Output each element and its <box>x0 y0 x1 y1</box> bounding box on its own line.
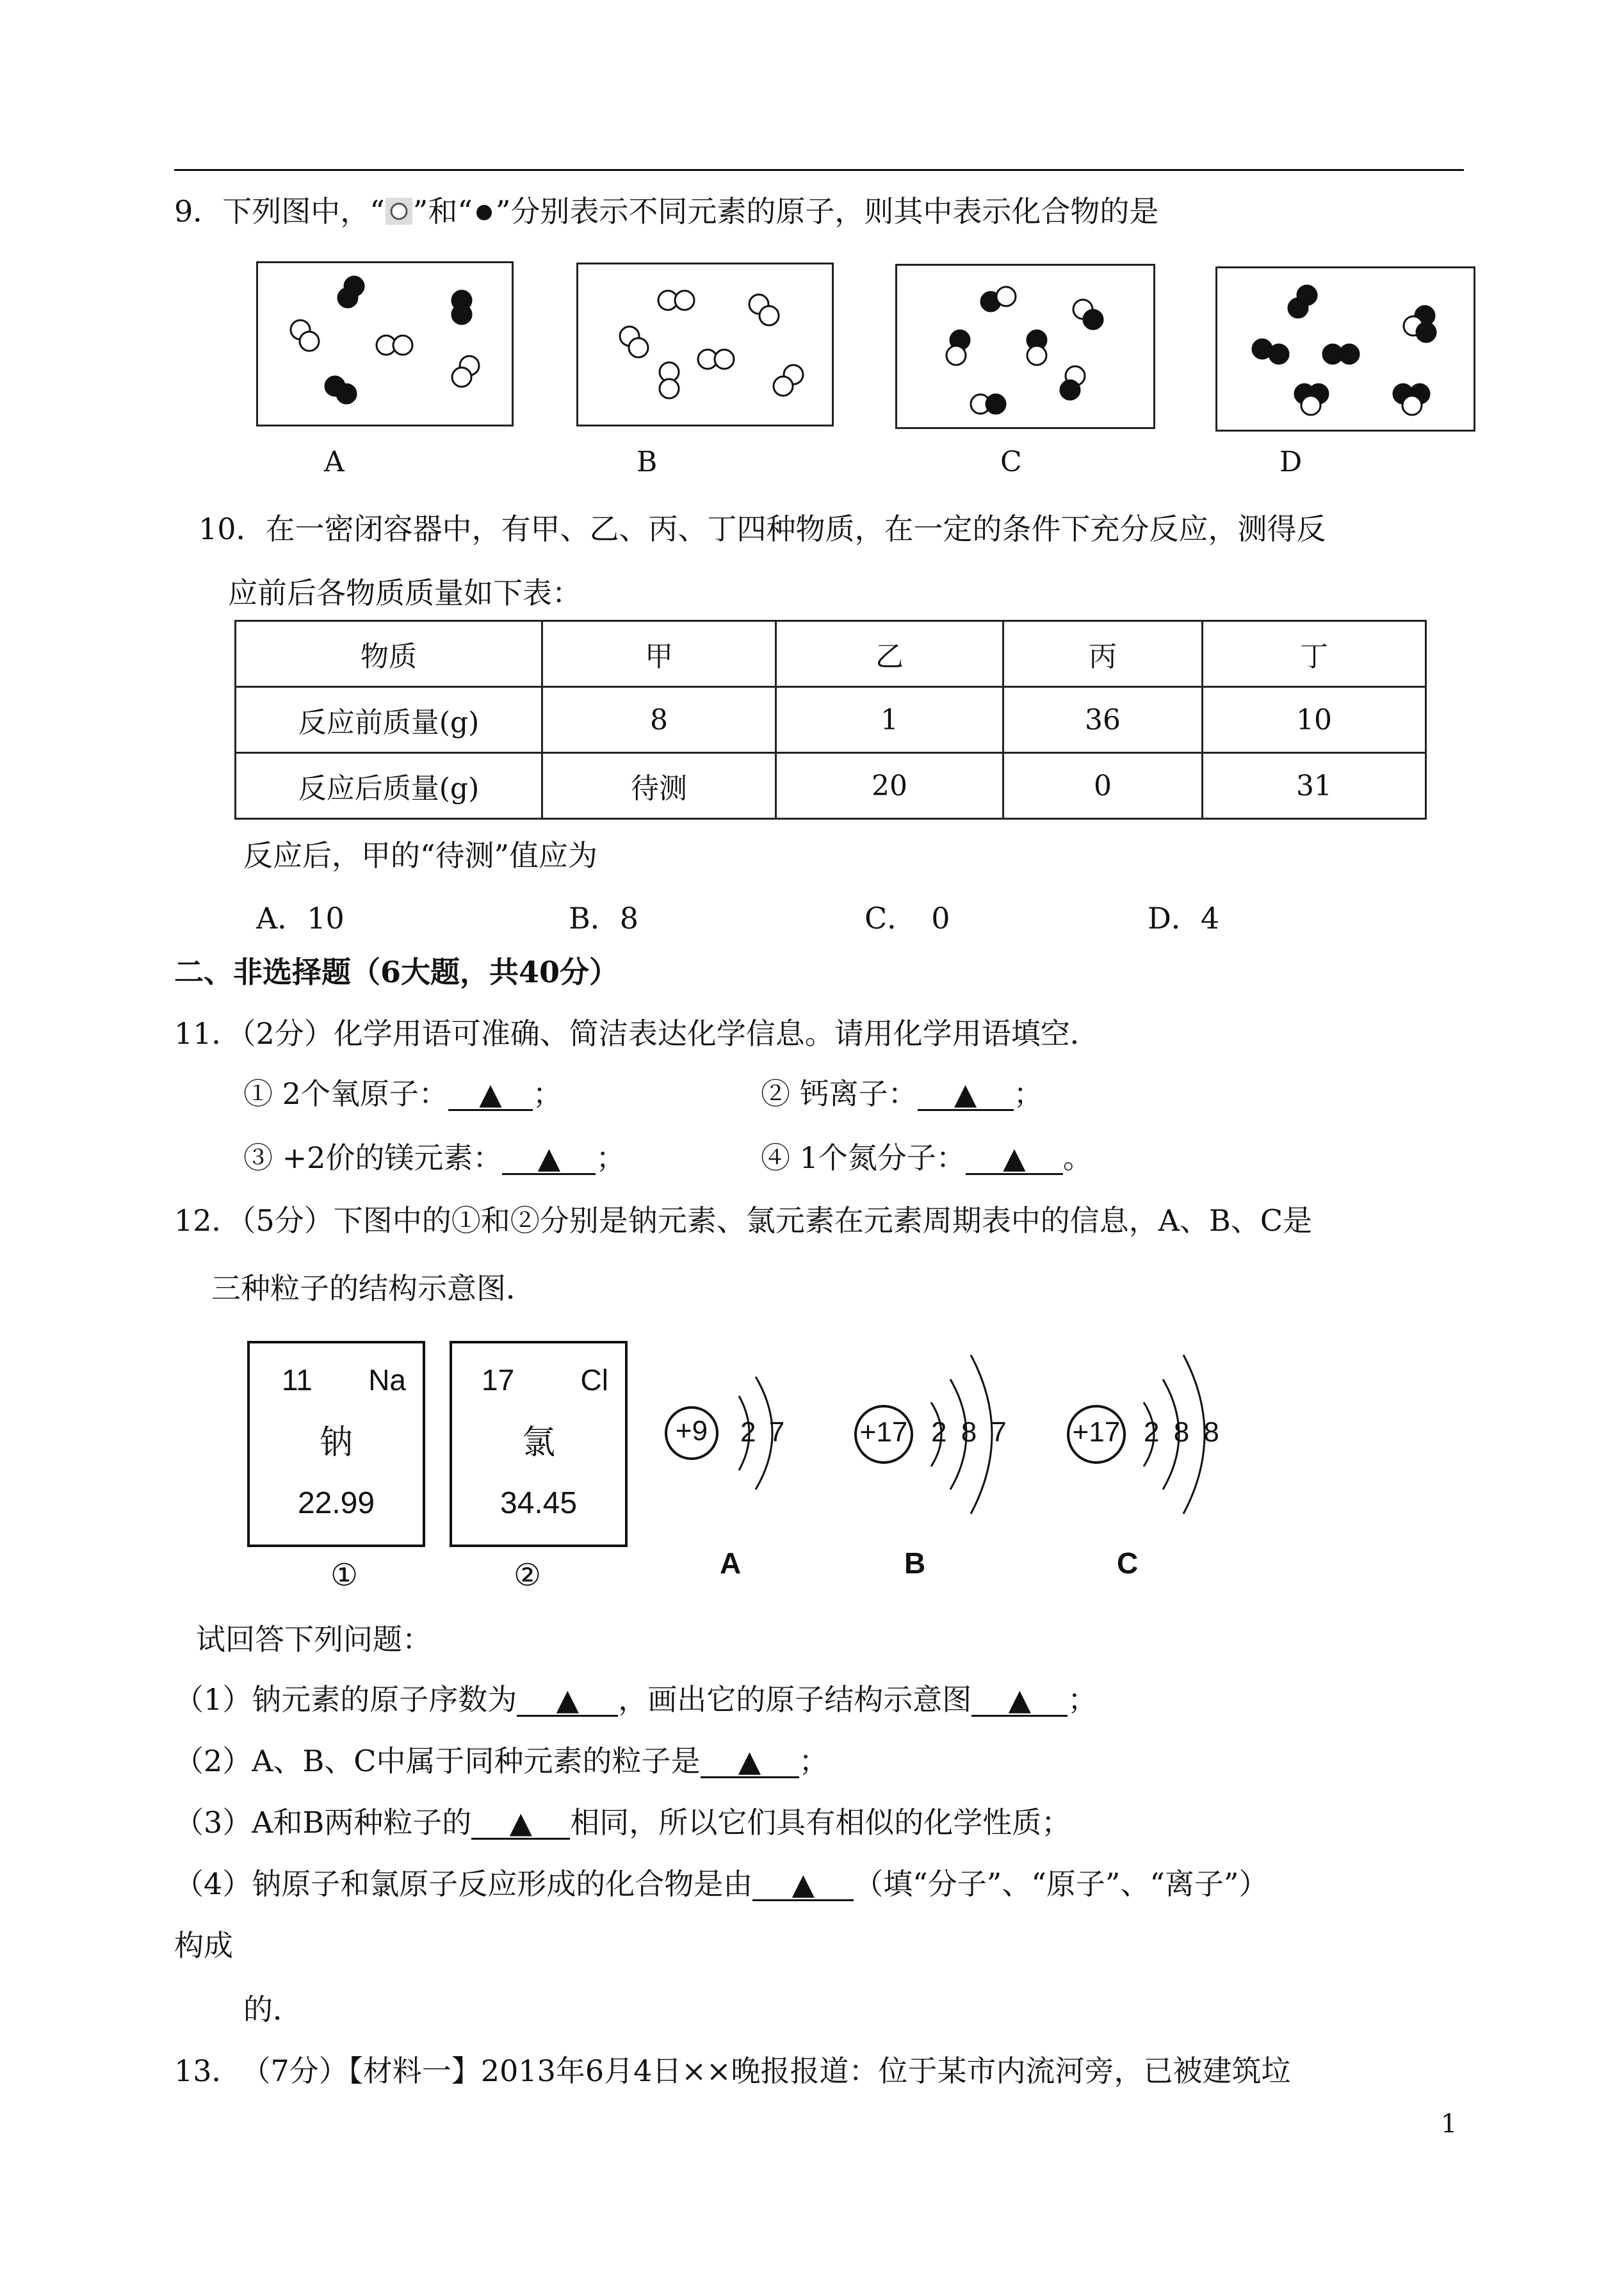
answer-blank[interactable]: ▲ <box>448 1075 533 1111</box>
q12-prompt: 试回答下列问题： <box>196 1622 432 1657</box>
q9-option-c-diagram <box>895 264 1155 429</box>
particle-c-nucleus: +17 <box>1072 1416 1121 1448</box>
header-rule <box>174 169 1464 171</box>
q9-option-b-label: B <box>637 446 658 478</box>
particle-c-label: C <box>1117 1546 1139 1580</box>
q11-item-3: ③ +2价的镁元素： ▲ ； <box>243 1139 625 1177</box>
q9-option-d-diagram <box>1215 266 1475 432</box>
q10-choice-c: C． 0 <box>865 901 950 936</box>
q9-option-d-label: D <box>1279 446 1303 478</box>
black-atom-legend-icon <box>473 201 496 224</box>
answer-blank[interactable]: ▲ <box>752 1865 854 1901</box>
q12-sub4-end: 的． <box>243 1992 302 2027</box>
q13-stem: 13． （7分）【材料一】2013年6月4日××晚报报道：位于某市内流河旁，已被建筑垃 <box>174 2054 1291 2088</box>
card-label-2: ② <box>514 1559 542 1593</box>
q10-choice-d: D．4 <box>1148 901 1220 936</box>
q12-sub1: （1）钠元素的原子序数为 ▲ ，画出它的原子结构示意图 ▲ ； <box>174 1680 1097 1719</box>
q12-stem-line1: 12．（5分）下图中的①和②分别是钠元素、氯元素在元素周期表中的信息，A、B、C是 <box>174 1203 1313 1238</box>
q9-option-a-diagram <box>256 261 514 426</box>
q10-stem-line1: 10．在一密闭容器中，有甲、乙、丙、丁四种物质，在一定的条件下充分反应，测得反 <box>199 512 1326 546</box>
q12-sub3: （3）A和B两种粒子的 ▲ 相同，所以它们具有相似的化学性质； <box>174 1803 1071 1842</box>
table-cell: 31 <box>1203 753 1426 819</box>
particle-a-shells: 2 7 <box>740 1416 788 1448</box>
table-cell: 8 <box>542 687 776 753</box>
table-cell: 36 <box>1003 687 1203 753</box>
answer-blank[interactable]: ▲ <box>971 1680 1068 1717</box>
table-row <box>236 687 1426 753</box>
table-header-cell: 丙 <box>1003 621 1203 687</box>
table-cell: 0 <box>1003 753 1203 819</box>
q11-item-2: ② 钙离子： ▲ ； <box>761 1075 1043 1113</box>
particle-b-shells: 2 8 7 <box>931 1416 1007 1448</box>
section-two-heading: 二、非选择题（6大题，共40分） <box>174 955 619 989</box>
card-label-1: ① <box>330 1559 359 1593</box>
particle-a-label: A <box>720 1546 742 1580</box>
answer-blank[interactable]: ▲ <box>471 1803 570 1840</box>
table-cell: 反应后质量(g) <box>236 753 542 819</box>
particle-b-nucleus: +17 <box>859 1416 908 1448</box>
answer-blank[interactable]: ▲ <box>701 1742 799 1778</box>
q11-item-4: ④ 1个氮分子： ▲ 。 <box>761 1139 1092 1177</box>
answer-blank[interactable]: ▲ <box>918 1075 1014 1111</box>
table-header-cell: 丁 <box>1203 621 1426 687</box>
white-atom-legend-icon <box>385 197 413 225</box>
q9-option-b-diagram <box>576 263 834 426</box>
particle-b-label: B <box>904 1546 926 1580</box>
periodic-card-sodium: 11 Na 钠 22.99 <box>247 1341 425 1547</box>
q10-choice-a: A．10 <box>256 901 345 936</box>
answer-blank[interactable]: ▲ <box>502 1139 596 1175</box>
q12-stem-line2: 三种粒子的结构示意图． <box>211 1271 535 1306</box>
q12-sub2: （2）A、B、C中属于同种元素的粒子是 ▲ ； <box>174 1742 829 1780</box>
q9-option-a-label: A <box>324 446 345 478</box>
q12-sub4: （4）钠原子和氯原子反应形成的化合物是由 ▲ （填“分子”、“原子”、“离子”） <box>174 1865 1268 1903</box>
table-row <box>236 753 1426 819</box>
particle-c-shells: 2 8 8 <box>1144 1416 1219 1448</box>
q10-stem-line2: 应前后各物质质量如下表： <box>228 576 581 610</box>
q11-item-1: ① 2个氧原子： ▲ ； <box>243 1075 562 1113</box>
table-cell: 10 <box>1203 687 1426 753</box>
particle-a-nucleus: +9 <box>675 1415 708 1447</box>
mass-table <box>234 620 1427 820</box>
table-header-cell: 乙 <box>776 621 1003 687</box>
page-number: 1 <box>1441 2109 1458 2139</box>
table-cell: 反应前质量(g) <box>236 687 542 753</box>
q10-choice-b: B．8 <box>569 901 639 936</box>
answer-blank[interactable]: ▲ <box>966 1139 1063 1175</box>
table-cell: 待测 <box>542 753 776 819</box>
q9-option-c-label: C <box>1000 446 1022 478</box>
periodic-card-chlorine: 17 Cl 氯 34.45 <box>450 1341 628 1547</box>
table-header-row <box>236 621 1426 687</box>
answer-blank[interactable]: ▲ <box>517 1680 618 1717</box>
q12-sub4-continued: 构成 <box>174 1928 233 1963</box>
q9-stem: 9．下列图中，“ ”和“ ”分别表示不同元素的原子，则其中表示化合物的是 <box>174 194 1159 229</box>
table-header-cell: 物质 <box>236 621 542 687</box>
table-header-cell: 甲 <box>542 621 776 687</box>
q10-question: 反应后，甲的“待测”值应为 <box>243 838 598 873</box>
table-cell: 20 <box>776 753 1003 819</box>
q11-stem: 11．（2分）化学用语可准确、简洁表达化学信息。请用化学用语填空． <box>174 1016 1100 1051</box>
table-cell: 1 <box>776 687 1003 753</box>
